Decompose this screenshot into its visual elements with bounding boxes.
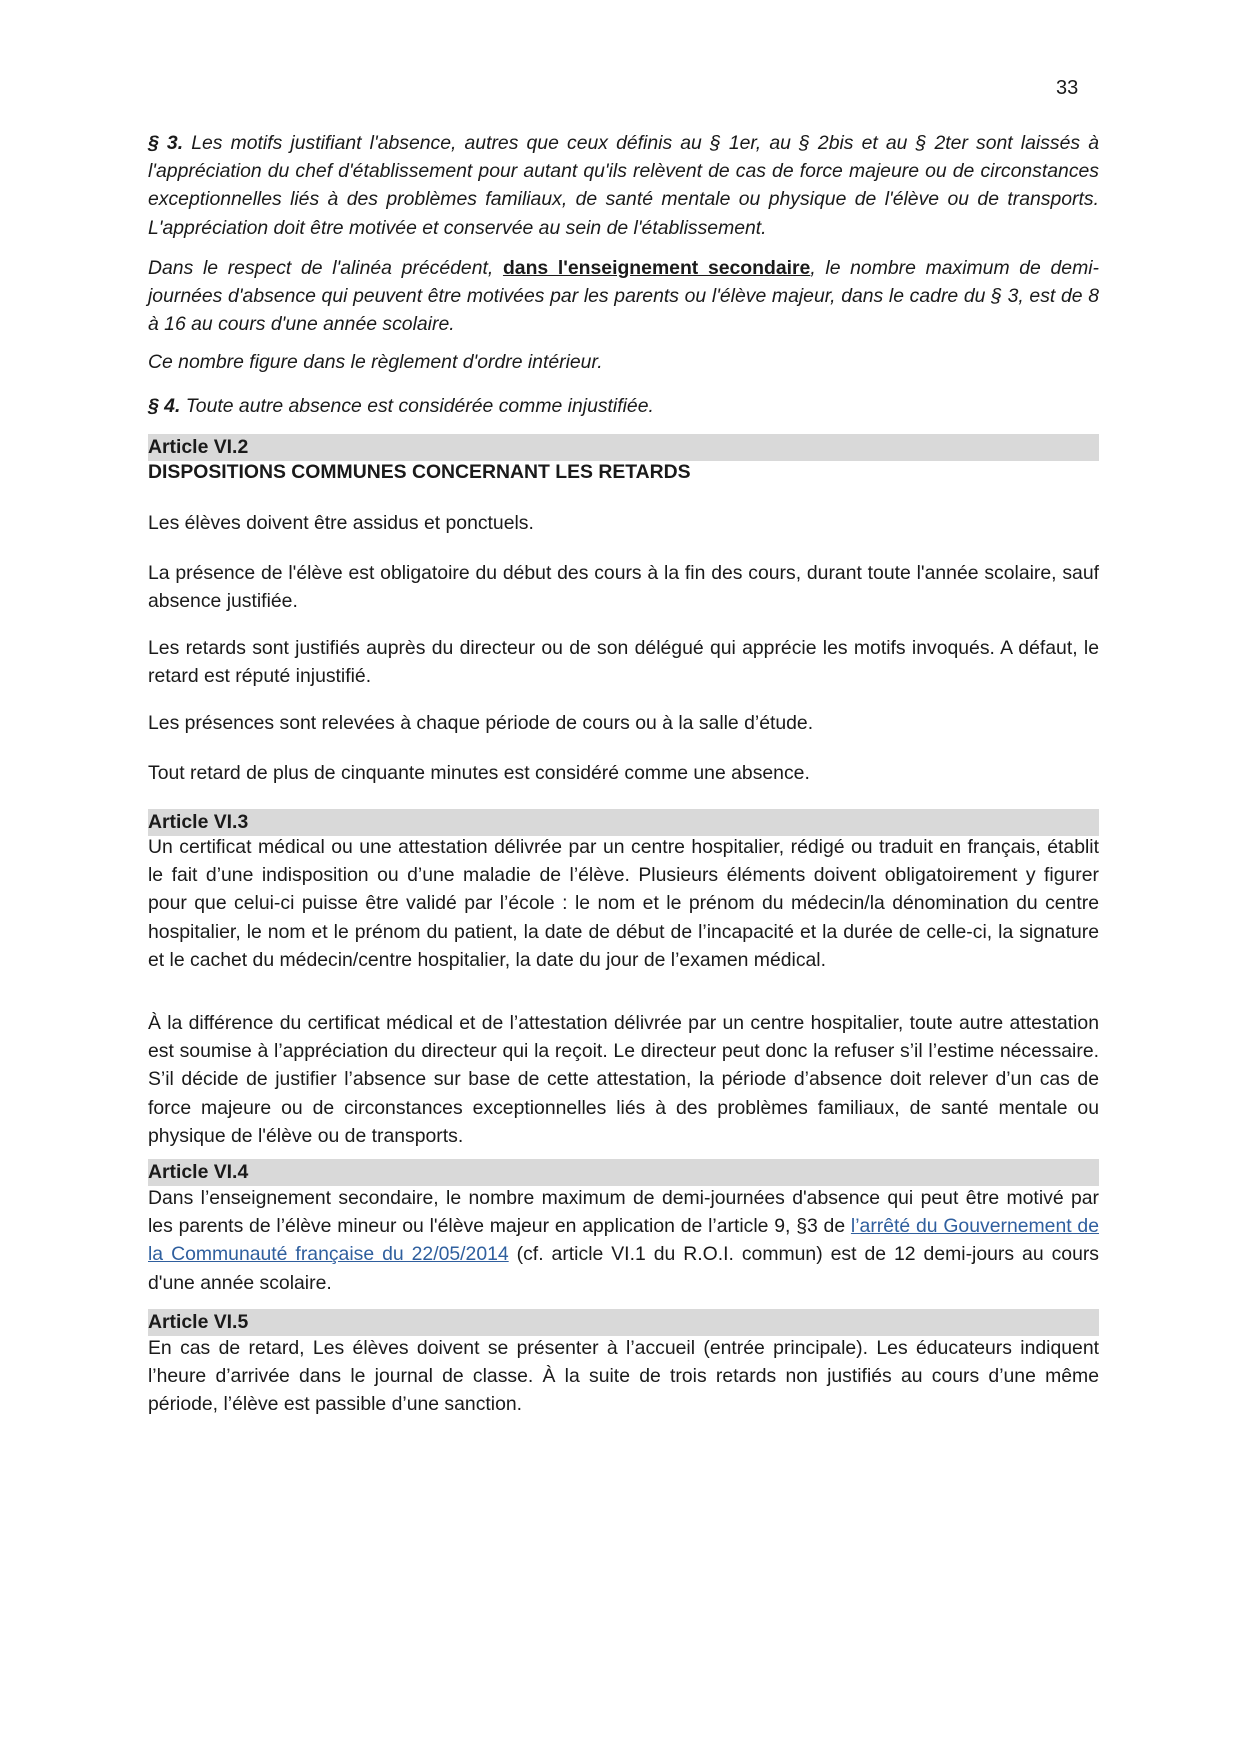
section-3-text: Les motifs justifiant l'absence, autres que ceux définis au § 1er, au § 2bis et au § 2ter sont laissés à l'appréciation du chef d'établissement pour autant qu'ils relèvent de cas de force majeure ou de circonstances exceptionnelles liés à des problèmes familiaux, de santé mentale ou physique de l'élève ou de transports. L'appréciation doit être motivée et conservée au sein de l'établissement. [148, 132, 1099, 239]
section-3-label: § 3. [148, 132, 184, 154]
page-number: 33 [1056, 77, 1079, 99]
article-vi3-paragraph-2: À la différence du certificat médical et de l’attestation délivrée par un centre hospitalier, toute autre attestation est soumise à l’appréciation du directeur qui la reçoit. Le directeur peut donc la refuser s’il l’estime nécessaire. S’il décide de justifier l’absence sur base de cette attestation, la période d’absence doit relever d’un cas de force majeure ou de circonstances exceptionnelles liés à des problèmes familiaux, de santé mentale ou physique de l'élève ou de transports. [148, 1012, 1099, 1147]
article-vi2-paragraph-2: La présence de l'élève est obligatoire du début des cours à la fin des cours, durant toute l'année scolaire, sauf absence justifiée. [148, 562, 1099, 613]
article-vi5-paragraph: En cas de retard, Les élèves doivent se présenter à l’accueil (entrée principale). Les éducateurs indiquent l’heure d’arrivée dans le journal de classe. À la suite de trois retards non justifiés au cours d’une même période, l’élève est passible d’une sanction. [148, 1337, 1099, 1416]
article-vi5-heading: Article VI.5 [148, 1309, 1099, 1336]
secondary-limit-text-before: Dans le respect de l'alinéa précédent, [148, 257, 503, 279]
secondary-limit-paragraph [148, 254, 1099, 339]
article-vi4-text-after: (cf. article VI.1 du R.O.I. commun) est de 12 demi-jours au cours d'une année scolaire. [148, 1243, 1100, 1294]
article-vi2-heading: Article VI.2 [148, 434, 1099, 461]
article-vi2-paragraph-5: Tout retard de plus de cinquante minutes est considéré comme une absence. [148, 762, 810, 784]
section-3-paragraph [148, 129, 1099, 242]
section-4-text: Toute autre absence est considérée comme injustifiée. [180, 395, 654, 417]
article-vi2-paragraph-3: Les retards sont justifiés auprès du directeur ou de son délégué qui apprécie les motifs invoqués. A défaut, le retard est réputé injustifié. [148, 637, 1099, 688]
secondary-limit-text-after: , le nombre maximum de demi-journées d'absence qui peuvent être motivées par les parents ou l'élève majeur, dans le cadre du § 3, est de 8 à 16 au cours d'une année scolaire. [148, 257, 1099, 336]
secondary-emphasis: dans l'enseignement secondaire [502, 257, 811, 279]
article-vi4-text-before: Dans l’enseignement secondaire, le nombre maximum de demi-journées d'absence qui peut être motivé par les parents de l’élève mineur ou l'élève majeur en application de l’article 9, §3 de [148, 1187, 1099, 1238]
article-vi2-subtitle: DISPOSITIONS COMMUNES CONCERNANT LES RETARDS [148, 461, 691, 483]
section-4-label: § 4. [148, 395, 181, 417]
article-vi3-paragraph-1: Un certificat médical ou une attestation délivrée par un centre hospitalier, rédigé ou traduit en français, établit le fait d’une indisposition ou d’une maladie de l’élève. Plusieurs éléments doivent obligatoirement y figurer pour que celui-ci puisse être validé par l’école : le nom et le prénom du médecin/la dénomination du centre hospitalier, le nom et le prénom du patient, la date de début de l’incapacité et la durée de celle-ci, la signature et le cachet du médecin/centre hospitalier, la date du jour de l’examen médical. [148, 836, 1099, 971]
roi-mention-paragraph: Ce nombre figure dans le règlement d'ordre intérieur. [148, 351, 603, 373]
arrete-link[interactable]: l’arrêté du Gouvernement de la Communauté française du 22/05/2014 [148, 1215, 1099, 1266]
article-vi4-heading: Article VI.4 [148, 1159, 1099, 1186]
article-vi4-paragraph [148, 1184, 1099, 1297]
article-vi2-paragraph-1: Les élèves doivent être assidus et ponctuels. [148, 512, 534, 534]
section-4-paragraph [148, 392, 1099, 420]
article-vi2-paragraph-4: Les présences sont relevées à chaque période de cours ou à la salle d’étude. [148, 712, 814, 734]
article-vi3-heading: Article VI.3 [148, 809, 1099, 836]
